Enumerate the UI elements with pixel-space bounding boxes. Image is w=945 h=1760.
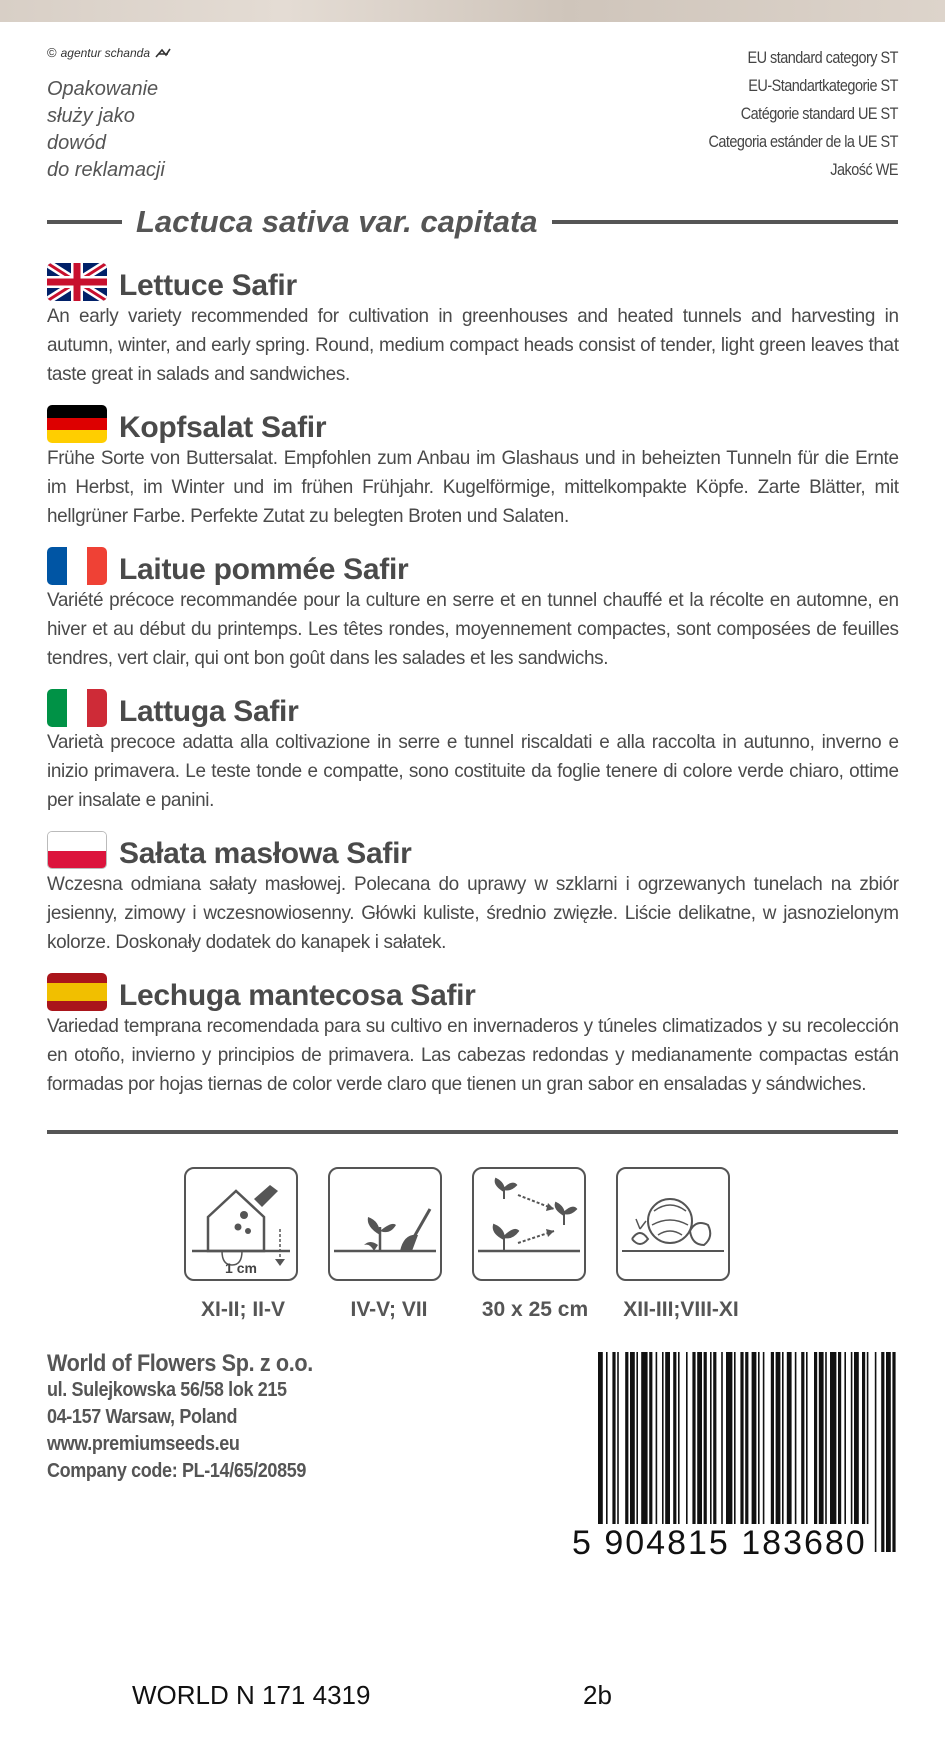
pack-note: Opakowanie służy jako dowód do reklamacji (47, 78, 165, 181)
latin-name: Lactuca sativa var. capitata (136, 204, 538, 239)
category-item: Categoria estánder de la UE ST (708, 132, 898, 151)
latin-name-row (47, 205, 898, 239)
section-text: Frühe Sorte von Buttersalat. Empfohlen zum Anbau im Glashaus und in beheizten Tunneln für die Ernte im Herbst, im Winter und im frühen Frühjahr. Kugelförmige, mittelkompakte Köpfe. Zarte Blätter, mit hellgrüner Farbe. Perfekte Zutat zu belegten Broten und Salaten. (47, 447, 899, 527)
harvest-period: XII-III;VIII-XI (623, 1298, 739, 1321)
barcode-bar (763, 1352, 765, 1552)
divider (47, 1130, 898, 1134)
barcode-bar (771, 1352, 774, 1552)
barcode-bar (776, 1352, 781, 1552)
section-text: Variedad temprana recomendada para su cultivo en invernaderos y túneles climatizados y su recolección en otoño, invierno y principios de primavera. Las cabezas redondas y medianamente compactas están formadas por hojas tiernas de color verde claro que tienen un gran sabor en ensaladas y sándwiches. (47, 1015, 899, 1095)
section-text: Variété précoce recommandée pour la culture en serre et en tunnel chauffé et la récolte en automne, en hiver et au début du printemps. Les têtes rondes, moyennement compactes, sont composées de feuilles tendres, vert clair, qui ont bon goût dans les salades et les sandwichs. (47, 589, 899, 669)
planting-out-icon (328, 1167, 442, 1281)
barcode-bar (787, 1352, 792, 1552)
sowing-depth-icon (184, 1167, 298, 1281)
company-address-line: ul. Sulejkowska 56/58 lok 215 (47, 1379, 287, 1401)
section-title: Lattuga Safir (119, 695, 299, 728)
barcode-bar (752, 1352, 757, 1552)
france-flag-icon (47, 547, 107, 585)
germany-flag-icon (47, 405, 107, 443)
signature-icon (154, 47, 172, 59)
company-info (47, 1350, 313, 1485)
spain-flag-icon (47, 973, 107, 1011)
barcode-bar (851, 1352, 853, 1552)
barcode-bar (758, 1352, 760, 1552)
company-name: World of Flowers Sp. z o.o. (47, 1350, 313, 1377)
spacing-icon (472, 1167, 586, 1281)
barcode-bar (606, 1352, 608, 1552)
barcode-bar (710, 1352, 712, 1552)
barcode-bar (795, 1352, 797, 1552)
barcode-bar (704, 1352, 707, 1552)
section-german (47, 404, 898, 531)
barcode-bar (806, 1352, 808, 1552)
barcode-bar (830, 1352, 836, 1552)
section-italian (47, 688, 898, 815)
barcode-bar (844, 1352, 846, 1552)
barcode-bar (692, 1352, 695, 1552)
page-number: 2b (583, 1680, 612, 1710)
barcode-bar (686, 1352, 688, 1552)
top-photo-strip (0, 0, 945, 22)
barcode-bar (678, 1352, 680, 1552)
barcode-bar (745, 1352, 748, 1552)
barcode-bar (662, 1352, 664, 1552)
barcode-bar (697, 1352, 702, 1552)
barcode-bar (630, 1352, 635, 1552)
category-item: EU-Standartkategorie ST (748, 76, 898, 95)
barcode-bar (721, 1352, 723, 1552)
section-title: Lechuga mantecosa Safir (119, 979, 476, 1012)
barcode-bar (598, 1352, 603, 1552)
barcode-bar (673, 1352, 676, 1552)
italy-flag-icon (47, 689, 107, 727)
section-text: Varietà precoce adatta alla coltivazione in serre e tunnel riscaldati e alla raccolta in autunno, inverno e inizio primavera. Le teste tonde e compatte, sono costituite da foglie tenere di colore verde chiaro, ottime per insalate e panini. (47, 731, 899, 811)
barcode-bar (641, 1352, 647, 1552)
barcode-bar (881, 1352, 884, 1552)
barcode-bar (892, 1352, 895, 1552)
planting-period: IV-V; VII (350, 1298, 428, 1321)
barcode-bar (636, 1352, 638, 1552)
category-list (708, 44, 898, 184)
category-item: Catégorie standard UE ST (740, 104, 898, 123)
sowing-depth-label: 1 cm (225, 1260, 257, 1276)
barcode-bar (713, 1352, 716, 1552)
harvest-icon (616, 1167, 730, 1281)
barcode-bar (838, 1352, 841, 1552)
print-code: WORLD N 171 4319 (132, 1680, 371, 1710)
barcode-bar (649, 1352, 652, 1552)
divider (552, 220, 898, 224)
barcode-bar (886, 1352, 891, 1552)
section-text: Wczesna odmiana sałaty masłowej. Polecana do uprawy w szklarni i ogrzewanych tunelach na zbiór jesienny, zimowy i wczesnowiosenny. Główki kuliste, średnio zwięzłe. Liście delikatne, w jasnozielonym kolorze. Doskonały dodatek do kanapek i sałatek. (47, 873, 899, 953)
barcode-bar (612, 1352, 615, 1552)
barcode-bar (740, 1352, 743, 1552)
cultivation-icons (184, 1167, 730, 1281)
category-item: EU standard category ST (747, 48, 898, 67)
section-french (47, 546, 898, 673)
barcode-bar (875, 1352, 877, 1552)
section-title: Lettuce Safir (119, 269, 297, 302)
cultivation-labels (170, 1298, 754, 1322)
category-item: Jakość WE (830, 160, 898, 179)
barcode-bar (726, 1352, 732, 1552)
barcode-bar (625, 1352, 628, 1552)
barcode-bar (665, 1352, 670, 1552)
barcode (598, 1352, 898, 1552)
barcode-bar (862, 1352, 865, 1552)
copyright-line (47, 45, 172, 60)
barcode-bar (819, 1352, 824, 1552)
divider (47, 220, 122, 224)
section-title: Sałata masłowa Safir (119, 837, 412, 870)
section-title: Laitue pommée Safir (119, 553, 409, 586)
barcode-bar (825, 1352, 827, 1552)
copyright-text: agentur schanda (60, 45, 150, 60)
section-english (47, 262, 898, 389)
barcode-bar (801, 1352, 804, 1552)
section-text: An early variety recommended for cultivation in greenhouses and heated tunnels and harvesting in autumn, winter, and early spring. Round, medium compact heads consist of tender, light green leaves that taste great in salads and sandwiches. (47, 305, 899, 385)
company-code: Company code: PL-14/65/20859 (47, 1460, 307, 1482)
barcode-bar (814, 1352, 817, 1552)
section-polish (47, 830, 898, 957)
company-address-line: 04-157 Warsaw, Poland (47, 1406, 238, 1428)
poland-flag-icon (47, 831, 107, 869)
barcode-bar (656, 1352, 658, 1552)
section-spanish (47, 972, 898, 1099)
barcode-bar (617, 1352, 619, 1552)
barcode-bar (854, 1352, 859, 1552)
barcode-number: 5 904815 183680 (568, 1524, 871, 1563)
copyright-symbol: © (47, 45, 57, 60)
uk-flag-icon (47, 263, 107, 301)
sowing-period: XI-II; II-V (201, 1298, 285, 1321)
spacing-value: 30 x 25 cm (481, 1298, 589, 1321)
barcode-bar (734, 1352, 736, 1552)
section-title: Kopfsalat Safir (119, 411, 327, 444)
barcode-bar (867, 1352, 869, 1552)
barcode-bar (782, 1352, 784, 1552)
company-website: www.premiumseeds.eu (47, 1433, 240, 1455)
